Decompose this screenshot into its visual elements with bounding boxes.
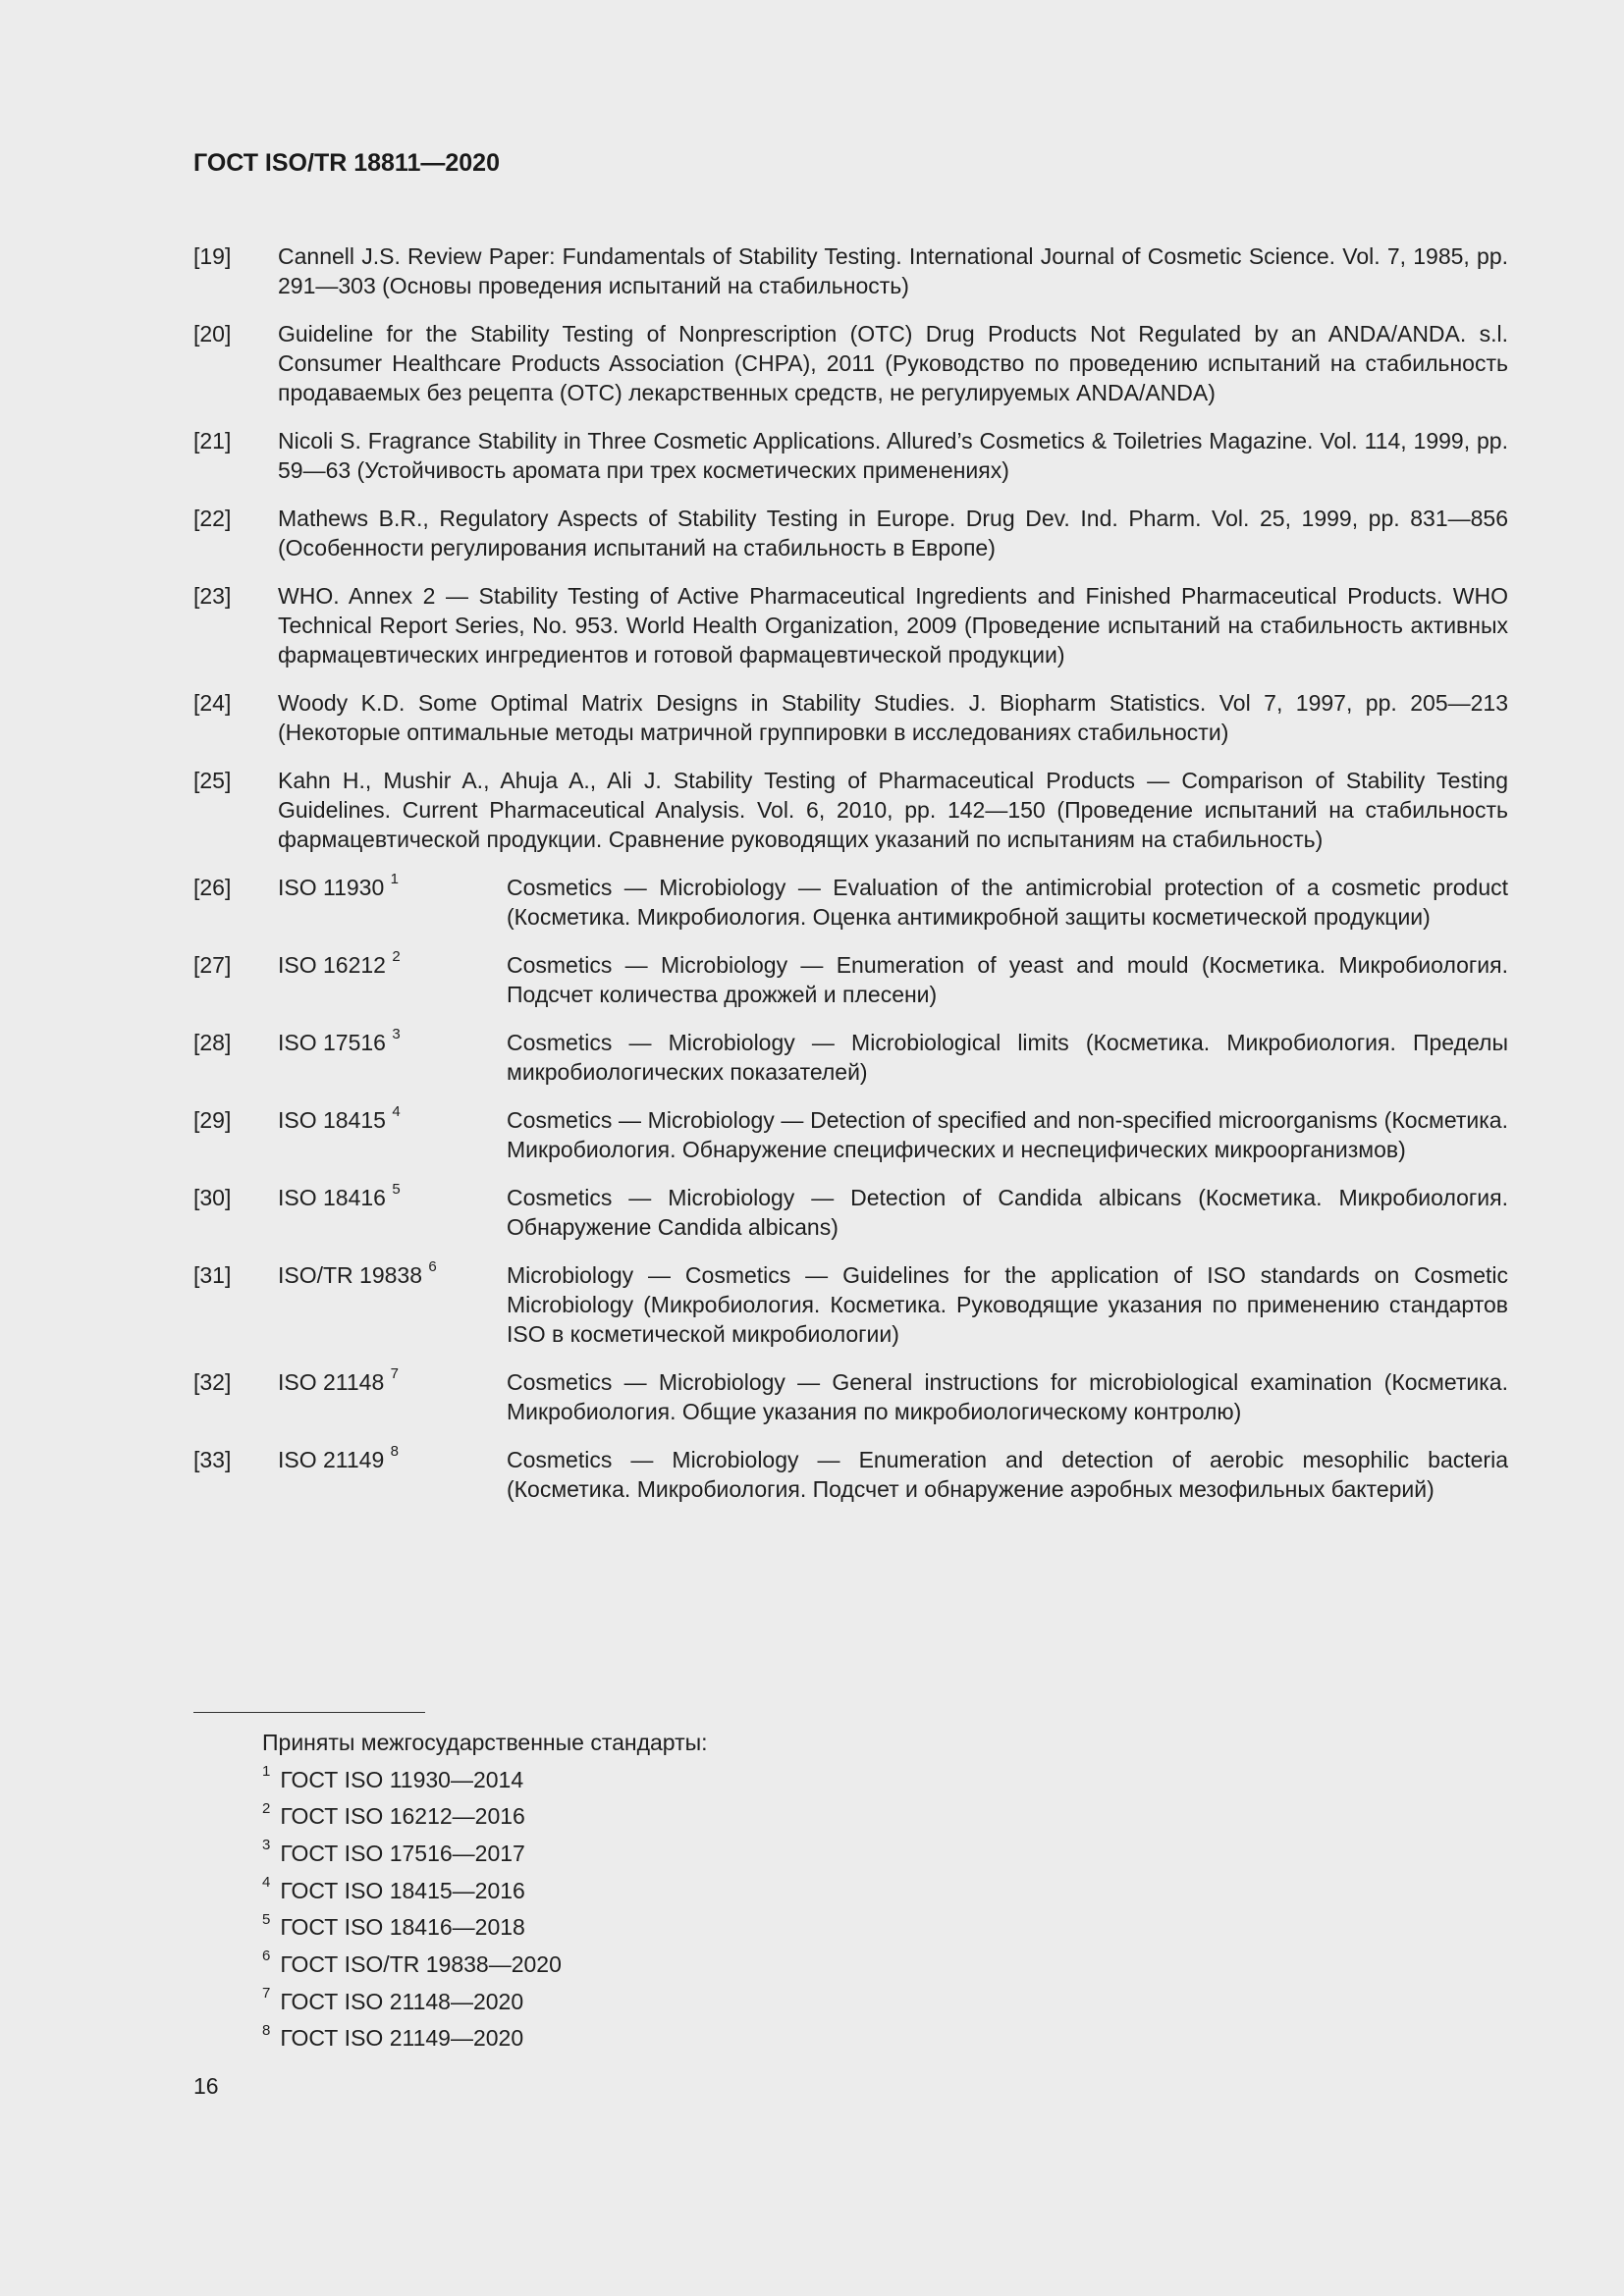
footnote-text: ГОСТ ISO 11930—2014 [280,1766,524,1792]
footnote-item [262,1801,708,1839]
footnote-marker: 3 [392,1026,401,1043]
footnote-mark: 1 [262,1762,271,1780]
entry-number: [20] [193,321,232,347]
entry-number: [22] [193,506,232,531]
entry-number: [21] [193,428,232,454]
footnote-mark: 2 [262,1799,271,1817]
footnote-text: ГОСТ ISO/TR 19838—2020 [280,1950,562,1977]
entry-text: Guideline for the Stability Testing of Nonprescription (OTC) Drug Products Not Regulated by an ANDA/ANDA. s.l. Consumer Healthcare Products Association (CHPA), 2011 (Руководство по проведению испытаний на стабильность продаваемых без рецепта (ОТС) лекарственных средств, не регулируемых ANDA/ANDA) [278,321,1508,405]
footnote-mark: 5 [262,1910,271,1928]
entry-text: WHO. Annex 2 — Stability Testing of Active Pharmaceutical Ingredients and Finished Pharmaceutical Products. WHO Technical Report Series, No. 953. World Health Organization, 2009 (Проведение испытаний на стабильность активных фармацевтических ингредиентов и готовой фармацевтической продукции) [278,583,1508,667]
footnote-text: ГОСТ ISO 17516—2017 [280,1840,525,1866]
entry-number: [24] [193,690,232,716]
standard-title: Cosmetics — Microbiology — Detection of specified and non-specified microorganisms (Косметика. Микробиология. Обнаружение специфических и неспецифических микроорганизмов) [507,1107,1508,1162]
entry-number: [33] [193,1447,232,1472]
standard-code [278,1028,507,1087]
standard-id: ISO/TR 19838 [278,1262,423,1288]
footnote-marker: 5 [392,1181,401,1199]
footnote-marker: 4 [392,1103,401,1121]
footnote-mark: 7 [262,1984,271,2002]
footnote-item [262,1912,708,1949]
standard-title: Microbiology — Cosmetics — Guidelines for the application of ISO standards on Cosmetic Microbiology (Микробиология. Косметика. Руководящие указания по применению стандартов ISO в косметической микробиологии) [507,1262,1508,1347]
entry-number: [32] [193,1369,232,1395]
footnote-mark: 8 [262,2021,271,2039]
footnote-text: ГОСТ ISO 21148—2020 [280,1988,524,2014]
bibliography-entry [193,426,1508,485]
entry-number: [31] [193,1262,232,1288]
standard-id: ISO 18415 [278,1107,386,1133]
entry-text: Cannell J.S. Review Paper: Fundamentals of Stability Testing. International Journal of Cosmetic Science. Vol. 7, 1985, pp. 291—303 (Основы проведения испытаний на стабильность) [278,243,1508,298]
entry-number: [30] [193,1185,232,1210]
footnote-item [262,1873,708,1913]
footnote-item [262,1949,708,1987]
standard-title: Cosmetics — Microbiology — Enumeration of yeast and mould (Косметика. Микробиология. Подсчет количества дрожжей и плесени) [507,952,1508,1007]
footnote-text: ГОСТ ISO 18415—2016 [280,1877,525,1903]
entry-number: [23] [193,583,232,609]
standard-id: ISO 16212 [278,952,386,978]
footnote-text: ГОСТ ISO 16212—2016 [280,1803,525,1830]
standard-title: Cosmetics — Microbiology — Enumeration and detection of aerobic mesophilic bacteria (Косметика. Микробиология. Подсчет и обнаружение аэробных мезофильных бактерий) [507,1447,1508,1502]
standard-code [278,1260,507,1349]
footnote-mark: 6 [262,1948,271,1965]
entry-number: [28] [193,1030,232,1055]
standard-id: ISO 21149 [278,1447,385,1472]
entry-number: [19] [193,243,232,269]
footnotes-title: Приняты межгосударственные стандарты: [262,1730,708,1755]
entry-number: [27] [193,952,232,978]
entry-number: [26] [193,875,232,900]
entry-text: Mathews B.R., Regulatory Aspects of Stability Testing in Europe. Drug Dev. Ind. Pharm. Vol. 25, 1999, pp. 831—856 (Особенности регулирования испытаний на стабильность в Европе) [278,506,1508,561]
entry-text: Woody K.D. Some Optimal Matrix Designs in Stability Studies. J. Biopharm Statistics. Vol 7, 1997, pp. 205—213 (Некоторые оптимальные методы матричной группировки в исследованиях стабильности) [278,690,1508,745]
standard-title: Cosmetics — Microbiology — General instructions for microbiological examination (Косметика. Микробиология. Общие указания по микробиологическому контролю) [507,1369,1508,1424]
footnote-item [262,1839,708,1876]
footnote-marker: 2 [392,948,401,966]
standard-title: Cosmetics — Microbiology — Detection of Candida albicans (Косметика. Микробиология. Обнаружение Candida albicans) [507,1185,1508,1240]
standard-id: ISO 18416 [278,1185,386,1210]
standard-title: Cosmetics — Microbiology — Microbiological limits (Косметика. Микробиология. Пределы микробиологических показателей) [507,1030,1508,1085]
entry-number: [29] [193,1107,232,1133]
standard-entry [193,950,1508,1009]
standard-id: ISO 17516 [278,1030,386,1055]
standard-code [278,873,507,932]
entry-number: [25] [193,768,232,793]
entry-text: Kahn H., Mushir A., Ahuja A., Ali J. Stability Testing of Pharmaceutical Products — Comparison of Stability Testing Guidelines. Current Pharmaceutical Analysis. Vol. 6, 2010, pp. 142—150 (Проведение испытаний на стабильность фармацевтической продукции. Сравнение руководящих указаний по испытаниям на стабильность) [278,768,1508,852]
standard-code [278,1445,507,1504]
entry-text: Nicoli S. Fragrance Stability in Three Cosmetic Applications. Allured’s Cosmetics & Toiletries Magazine. Vol. 114, 1999, pp. 59—63 (Устойчивость аромата при трех косметических применениях) [278,428,1508,483]
footnote-item [262,2023,708,2060]
standard-entry [193,1445,1508,1504]
footnote-separator [193,1712,425,1713]
footnote-mark: 4 [262,1873,271,1891]
standard-entry [193,1105,1508,1164]
standard-entry [193,873,1508,932]
footnote-item [262,1984,708,2024]
bibliography-list [193,241,1508,1522]
standard-code [278,1105,507,1164]
bibliography-entry [193,504,1508,562]
standard-code [278,1183,507,1242]
footnote-marker: 1 [390,871,399,888]
footnotes [262,1728,708,2060]
bibliography-entry [193,581,1508,669]
standard-id: ISO 21148 [278,1369,385,1395]
footnote-text: ГОСТ ISO 18416—2018 [280,1914,525,1941]
standard-id: ISO 11930 [278,875,385,900]
standard-entry [193,1028,1508,1087]
standard-code [278,950,507,1009]
footnote-text: ГОСТ ISO 21149—2020 [280,2025,524,2052]
bibliography-entry [193,319,1508,407]
footnote-marker: 6 [428,1258,437,1276]
standard-title: Cosmetics — Microbiology — Evaluation of the antimicrobial protection of a cosmetic product (Косметика. Микробиология. Оценка антимикробной защиты косметической продукции) [507,875,1508,930]
standard-entry [193,1183,1508,1242]
bibliography-entry [193,766,1508,854]
footnote-marker: 7 [390,1365,399,1383]
bibliography-entry [193,241,1508,300]
standard-entry [193,1260,1508,1349]
page-number: 16 [193,2073,219,2099]
footnote-mark: 3 [262,1837,271,1854]
standard-entry [193,1367,1508,1426]
bibliography-entry [193,688,1508,747]
footnote-item [262,1762,708,1802]
standard-code [278,1367,507,1426]
footnote-marker: 8 [390,1443,399,1461]
document-header: ГОСТ ISO/TR 18811—2020 [193,149,500,177]
